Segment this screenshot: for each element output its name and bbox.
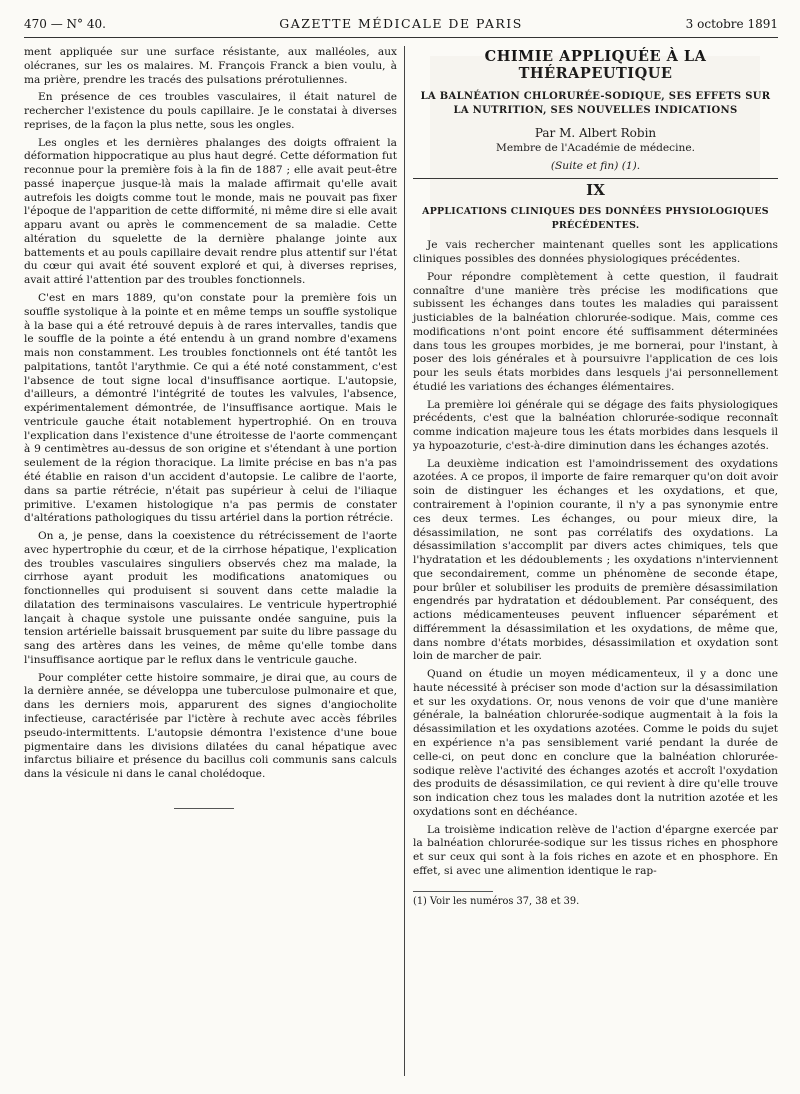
continuation-note: (Suite et fin) (1).: [550, 160, 641, 172]
article-title: CHIMIE APPLIQUÉE À LA THÉRAPEUTIQUE: [484, 48, 707, 82]
left-paragraph-5: On a, je pense, dans la coexistence du rétrécissement de l'aorte avec hypertrophie du cœur, et de la cirrhose hépatique, l'explication des troubles vasculaires singuliers observés chez ma malade, la cirrhose ayant produit les modifications anatomiques ou fonctionnelles qui produisent si souvent dans cette maladie la dilatation des terminaisons vasculaires. Le ventricule hypertrophié lançait à chaque systole une puissante ondée sanguine, puis la tension artérielle baissait brusquement par suite du libre passage du sang des artères dans les veines, de même qu'elle tombe dans l'insuffisance aortique par le reflux dans le ventricule gauche.: [24, 530, 397, 666]
section-number: IX: [586, 181, 605, 199]
journal-title: GAZETTE MÉDICALE DE PARIS: [279, 16, 523, 31]
right-paragraph-6: La troisième indication relève de l'action d'épargne exercée par la balnéation chlorurée-sodique sur les tissus riches en phosphore et sur ceux qui sont à la fois riches en azote et en phosphore. En effet, si avec une alimention identique le rap-: [413, 823, 778, 877]
article-end-rule: [174, 808, 234, 809]
left-column: [24, 46, 404, 1076]
right-column: [404, 46, 778, 1076]
left-paragraph-1: ment appliquée sur une surface résistante, aux malléoles, aux olécranes, sur les os malaires. M. François Franck a bien voulu, à ma prière, prendre les tracés des pulsations prérotuliennes.: [24, 46, 397, 86]
right-paragraph-3: La première loi générale qui se dégage des faits physiologiques précédents, c'est que la balnéation chlorurée-sodique reconnaît comme indication majeure tous les états morbides dans lesquels il ya hypoazoturie, c'est-à-dire diminution dans les échanges azotés.: [413, 398, 778, 452]
left-paragraph-4: C'est en mars 1889, qu'on constate pour la première fois un souffle systolique à la pointe et en même temps un souffle systolique à la base qui a été retrouvé depuis à de rares intervalles, tandis que le souffle de la pointe a été entendu à un grand nombre d'examens mais non constamment. Les troubles fonctionnels ont été tantôt les palpitations, tantôt l'arythmie. Ce qui a été noté constamment, c'est l'absence de tout signe local d'insuffisance aortique. L'autopsie, d'ailleurs, a démontré l'intégrité de toutes les valvules, l'absence, expérimentalement démontrée, de l'insuffisance aortique. Mais le ventricule gauche était notablement hypertrophié. On en trouva l'explication dans l'existence d'une étroitesse de l'aorte commençant à 9 centimètres au-dessus de son origine et s'étendant à une portion seulement de la région thoracique. La limite précise en bas n'a pas été établie en raison d'un accident d'autopsie. Le calibre de l'aorte, dans sa partie rétrécie, n'était pas supérieur à celui de l'iliaque primitive. L'examen histologique n'a pas permis de constater d'altérations pathologiques du tissu artériel dans la portion rétrécie.: [24, 292, 397, 525]
article-subtitle: LA BALNÉATION CHLORURÉE-SODIQUE, SES EFFETS SUR LA NUTRITION, SES NOUVELLES INDICATIONS: [420, 91, 771, 116]
right-paragraph-4: La deuxième indication est l'amoindrissement des oxydations azotées. A ce propos, il importe de faire remarquer qu'on doit avoir soin de distinguer les échanges et les oxydations, et que, contrairement à l'opinion courante, il n'y a pas synonymie entre ces deux termes. Les échanges, ou pour mieux dire, la désassimilation, ne sont pas corrélatifs des oxydations. La désassimilation s'accomplit par divers actes chimiques, tels que l'hydratation et les dédoublements ; les oxydations n'interviennent que secondairement, comme un phénomène de seconde étape, pour brûler et solubiliser les produits de première désassimilation engendrés par hydratation et dédoublement. Par conséquent, des actions médicamenteuses peuvent influencer séparément et différemment la désassimilation et les oxydations, de même que, dans nombre d'états morbides, désassimilation et oxydation sont loin de marcher de pair.: [413, 457, 778, 663]
left-paragraph-6: Pour compléter cette histoire sommaire, je dirai que, au cours de la dernière année, se développa une tuberculose pulmonaire et que, dans les derniers mois, apparurent des signes d'angiocholite infectieuse, caractérisée par l'ictère à rechute avec accès fébriles pseudo-intermittents. L'autopsie démontra l'existence d'une boue pigmentaire dans les divisions dilatées du canal hépatique avec infarctus biliaire et présence du bacillus coli communis sans calculs dans la vésicule ni dans le canal cholédoque.: [24, 671, 397, 781]
left-paragraph-3: Les ongles et les dernières phalanges des doigts offraient la déformation hippocratique au plus haut degré. Cette déformation fut reconnue pour la première fois à la fin de 1887 ; elle avait peut-être passé inaperçue jusque-là mais la malade affirmait qu'elle avait autrefois les doigts comme tout le monde, mais ne pouvait pas fixer l'époque de l'apparition de cette difformité, ni même dire si elle avait apparu avant ou après le commencement de sa maladie. Cette altération du squelette de la dernière phalange jointe aux battements et au pouls capillaire devait rendre plus attentif sur l'état du cœur qui avait été souvent exploré et qui, à diverses reprises, avait attiré l'attention par des troubles fonctionnels.: [24, 136, 398, 287]
page-number: 470 — N° 40.: [24, 17, 106, 31]
issue-date: 3 octobre 1891: [685, 17, 778, 31]
right-paragraph-5: Quand on étudie un moyen médicamenteux, il y a donc une haute nécessité à préciser son mode d'action sur la désassimilation et sur les oxydations. Or, nous venons de voir que d'une manière générale, la balnéation chlorurée-sodique augmentait à la fois la désassimilation et les oxydations azotées. Comme le poids du sujet en expérience n'a pas sensiblement varié pendant la durée de celle-ci, on peut donc en conclure que la balnéation chlorurée-sodique relève l'activité des échanges azotés et accroît l'oxydation des produits de désassimilation, ce qui revient à dire qu'elle trouve son indication chez tous les malades dont la nutrition azotée et les oxydations sont en déchéance.: [413, 668, 778, 818]
author-affiliation: Membre de l'Académie de médecine.: [496, 142, 695, 154]
page-header: [24, 16, 778, 38]
section-heading: APPLICATIONS CLINIQUES DES DONNÉES PHYSIOLOGIQUES PRÉCÉDENTES.: [422, 206, 769, 232]
left-paragraph-2: En présence de ces troubles vasculaires, il était naturel de rechercher l'existence du pouls capillaire. Je le constatai à diverses reprises, de la façon la plus nette, sous les ongles.: [24, 91, 397, 131]
footnote-rule: [413, 891, 493, 892]
columns: [24, 46, 778, 1076]
footnote: (1) Voir les numéros 37, 38 et 39.: [413, 895, 580, 907]
right-paragraph-1: Je vais rechercher maintenant quelles sont les applications cliniques possibles des données physiologiques précédentes.: [413, 239, 778, 265]
section-rule: [413, 178, 778, 179]
article-author: Par M. Albert Robin: [534, 126, 657, 140]
right-paragraph-2: Pour répondre complètement à cette question, il faudrait connaître d'une manière très précise les modifications que subissent les échanges dans toutes les maladies qui paraissent justiciables de la balnéation chlorurée-sodique. Mais, comme ces modifications n'ont point encore été suffisamment déterminées dans tous les groupes morbides, je me bornerai, pour l'instant, à poser des lois générales et à poursuivre l'application de ces lois pour les seuls états morbides dans lesquels j'ai personnellement étudié les variations des échanges élémentaires.: [413, 270, 778, 393]
